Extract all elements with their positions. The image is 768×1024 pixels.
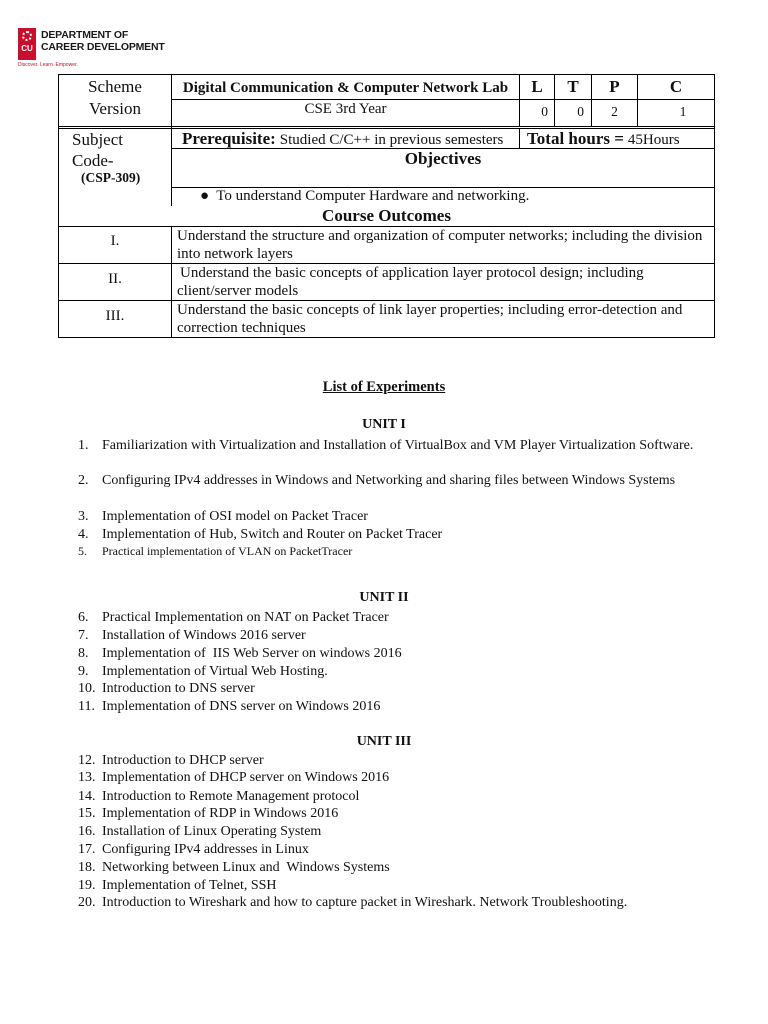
list-item: 10. Introduction to DNS server xyxy=(78,681,255,696)
course-year: CSE 3rd Year xyxy=(304,101,387,117)
list-item: 12. Introduction to DHCP server xyxy=(78,753,264,768)
objective-item: ● To understand Computer Hardware and networking. xyxy=(200,188,530,204)
list-item: 19. Implementation of Telnet, SSH xyxy=(78,878,277,893)
list-item: 15. Implementation of RDP in Windows 2016 xyxy=(78,806,339,821)
ltpc-value-l: 0 xyxy=(541,104,548,119)
ltpc-header-c: C xyxy=(669,77,683,96)
list-item: 9. Implementation of Virtual Web Hosting. xyxy=(78,664,328,679)
ltpc-value-c: 1 xyxy=(679,104,687,119)
logo-text: DEPARTMENT OF CAREER DEVELOPMENT xyxy=(41,29,165,53)
list-item: 5. Practical implementation of VLAN on PacketTracer xyxy=(78,544,353,558)
list-item: 14. Introduction to Remote Management protocol xyxy=(78,789,360,804)
ltpc-value-p: 2 xyxy=(611,104,618,119)
outcome-number: I. xyxy=(110,233,120,249)
list-item: 17. Configuring IPv4 addresses in Linux xyxy=(78,842,309,857)
subject-code-label: Subject Code- xyxy=(72,130,123,170)
ltpc-header-t: T xyxy=(567,77,579,96)
outcome-text: Understand the basic concepts of application layer protocol design; including client/server models xyxy=(177,265,644,299)
experiments-title: List of Experiments xyxy=(322,379,446,395)
list-item: 20. Introduction to Wireshark and how to capture packet in Wireshark. Network Troubleshooting. xyxy=(78,895,628,910)
unit-title: UNIT II xyxy=(359,590,409,605)
course-outcomes-title: Course Outcomes xyxy=(322,206,451,225)
bullet-icon: ● xyxy=(200,188,210,204)
subject-code: (CSP-309) xyxy=(81,170,141,185)
unit-title: UNIT I xyxy=(362,417,406,432)
university-emblem-icon: CU xyxy=(18,28,36,60)
total-hours: Total hours = 45Hours xyxy=(527,129,680,148)
ltpc-value-t: 0 xyxy=(577,104,584,119)
list-item: 1. Familiarization with Virtualization and Installation of VirtualBox and VM Player Virtualization Software. xyxy=(78,438,694,453)
list-item: 7. Installation of Windows 2016 server xyxy=(78,628,306,643)
logo-tagline: Discover. Learn. Empower. xyxy=(18,62,78,68)
unit-title: UNIT III xyxy=(356,734,412,749)
scheme-version-label: Scheme Version xyxy=(88,77,142,118)
ltpc-header-l: L xyxy=(531,77,543,96)
list-item: 18. Networking between Linux and Windows Systems xyxy=(78,860,390,875)
list-item: 4. Implementation of Hub, Switch and Router on Packet Tracer xyxy=(78,527,443,542)
department-logo xyxy=(18,28,168,68)
list-item: 2. Configuring IPv4 addresses in Windows and Networking and sharing files between Windows Systems xyxy=(78,473,676,488)
list-item: 11. Implementation of DNS server on Windows 2016 xyxy=(78,699,381,714)
list-item: 6. Practical Implementation on NAT on Packet Tracer xyxy=(78,610,389,625)
outcome-text: Understand the structure and organization of computer networks; including the division into network layers xyxy=(177,228,703,262)
list-item: 16. Installation of Linux Operating System xyxy=(78,824,322,839)
outcome-number: II. xyxy=(108,271,122,287)
ltpc-header-p: P xyxy=(609,77,620,96)
list-item: 13. Implementation of DHCP server on Windows 2016 xyxy=(78,770,390,785)
outcome-text: Understand the basic concepts of link layer properties; including error-detection and correction techniques xyxy=(177,302,683,336)
list-item: 8. Implementation of IIS Web Server on windows 2016 xyxy=(78,646,402,661)
outcome-number: III. xyxy=(105,308,125,324)
prerequisite: Prerequisite: Studied C/C++ in previous semesters xyxy=(182,129,504,148)
objectives-title: Objectives xyxy=(404,149,482,168)
list-item: 3. Implementation of OSI model on Packet Tracer xyxy=(78,509,368,524)
course-title: Digital Communication & Computer Network Lab xyxy=(182,80,509,96)
